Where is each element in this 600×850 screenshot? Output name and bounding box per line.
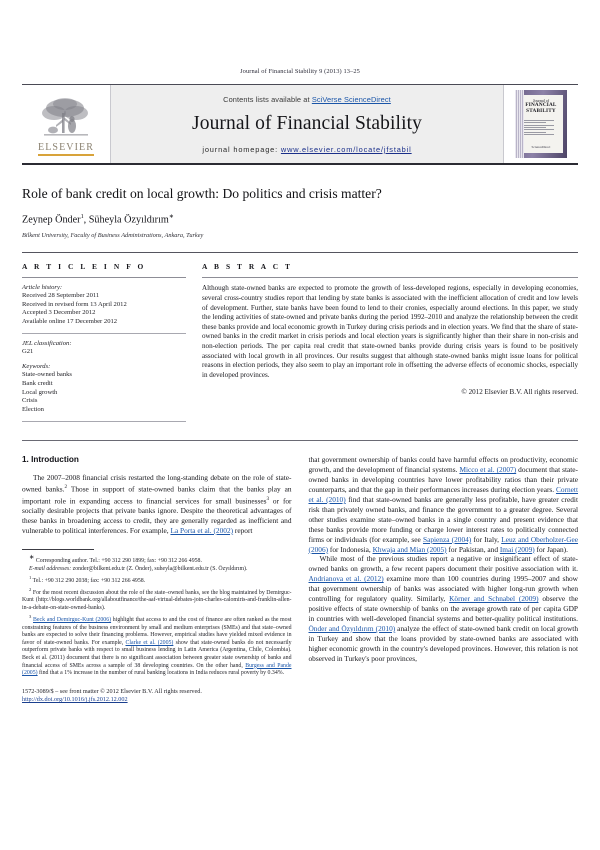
elsevier-tree-icon bbox=[38, 95, 94, 141]
abstract-copyright: © 2012 Elsevier B.V. All rights reserved. bbox=[461, 388, 578, 397]
intro-p1r-part-e: for Indonesia, bbox=[328, 544, 373, 554]
journal-cover-thumbnail bbox=[503, 85, 578, 163]
citation-onder-ozyildirim-2010[interactable]: Önder and Özyıldırım (2010) bbox=[308, 623, 396, 633]
footnote-3-part-c: show that state-owned banks do not necessarily outperform private banks with respect to small business lending in Latin America (Argentina, Chile, Colombia). Beck et al. (2011) document that there is no significant association between greater state ownership of banks and financial access of SMEs across a sample of 38 developing countries. On the other hand, bbox=[22, 639, 292, 669]
abstract-heading: A B S T R A C T bbox=[202, 262, 293, 272]
jel-group bbox=[22, 340, 186, 356]
cover-title-line3: STABILITY bbox=[526, 107, 556, 114]
citation-imai-2009[interactable]: Imai (2009) bbox=[499, 544, 535, 554]
running-head: Journal of Financial Stability 9 (2013) 13–25 bbox=[240, 68, 360, 75]
elsevier-wordmark: ELSEVIER bbox=[38, 142, 94, 156]
elsevier-logo bbox=[22, 85, 111, 163]
footnote-3-part-d: find that a 1% increase in the number of rural banking locations in India reduces rural poverty by 0.34%. bbox=[37, 670, 285, 677]
footnote-2-mark: 2 bbox=[29, 586, 32, 592]
doi-link[interactable]: http://dx.doi.org/10.1016/j.jfs.2012.12.002 bbox=[22, 696, 128, 704]
cover-spine bbox=[515, 90, 524, 158]
article-info-column bbox=[22, 262, 200, 428]
keyword-item: State-owned banks bbox=[22, 371, 72, 379]
footnote-3 bbox=[22, 613, 292, 678]
intro-p1-part-c: or for socially desirable projects that private banks ignore. Despite the theoretical advantages of these banks in broadening access to credit, they are generally regarded as inefficient and vulnerable to political interferences. For example, bbox=[22, 496, 292, 535]
keyword-item: Bank credit bbox=[22, 380, 53, 388]
keywords-group bbox=[22, 363, 186, 414]
footnote-corresponding-author bbox=[22, 554, 292, 566]
cover-footer-text: ScienceDirect bbox=[531, 145, 551, 149]
abstract-column bbox=[200, 262, 578, 428]
footnote-corresponding-text: Corresponding author. Tel.: +90 312 290 1899; fax: +90 312 266 4958. bbox=[34, 557, 202, 564]
divider-jel bbox=[22, 333, 186, 334]
intro-p1r-part-d: for Italy, bbox=[471, 534, 502, 544]
page-title: Role of bank credit on local growth: Do politics and crisis matter? bbox=[22, 186, 382, 201]
article-history-group bbox=[22, 284, 186, 326]
body-column-right bbox=[309, 455, 579, 704]
info-abstract-region bbox=[22, 252, 578, 428]
footnote-2 bbox=[22, 586, 292, 613]
article-history-label: Article history: bbox=[22, 284, 63, 292]
keyword-item: Election bbox=[22, 405, 44, 413]
intro-p1-part-d: report bbox=[233, 525, 253, 535]
history-received: Received 28 September 2011 bbox=[22, 292, 100, 300]
journal-homepage-line bbox=[202, 145, 411, 154]
journal-title: Journal of Financial Stability bbox=[192, 113, 422, 134]
footnote-1 bbox=[22, 574, 292, 586]
citation-khwaja-mian-2005[interactable]: Khwaja and Mian (2005) bbox=[372, 544, 447, 554]
intro-p1r-part-a: that government ownership of banks could have harmful effects on productivity, economic growth, and the development of financial systems. bbox=[308, 455, 578, 475]
divider-abstract-top bbox=[202, 277, 578, 278]
footnotes-region bbox=[22, 549, 292, 678]
contents-prefix: Contents lists available at bbox=[223, 95, 312, 104]
email-addresses-label: E-mail addresses: bbox=[29, 565, 72, 572]
intro-p1r-part-c: find that state-owned banks are generally less profitable, have greater credit risk than privately owned banks, and finance the government to a greater degree. Several other studies examine state–owned banks in a single country and present evidence that these banks provide more funding or charge lower interest rates to politically connected firms or individuals (for example, see bbox=[308, 495, 579, 544]
jel-codes: G21 bbox=[22, 348, 34, 356]
citation-clarke-2005[interactable]: Clarke et al. (2005) bbox=[125, 639, 174, 646]
citation-beck-demirguc-kunt-2006[interactable]: Beck and Demirguc-Kunt (2006) bbox=[33, 617, 112, 624]
citation-la-porta-2002[interactable]: La Porta et al. (2002) bbox=[170, 525, 234, 535]
homepage-prefix: journal homepage: bbox=[202, 145, 281, 154]
footnote-2-text[interactable]: For the most recent discussion about the role of the state–owned banks, see the blog maintained by Demirguc-Kunt (http://blogs.worldbank.org/allaboutfinance/the-aaf-virtual-debates-join-charles-calomiris-and-franklin-allen-in-a-debate-on-state-owned-banks). bbox=[22, 589, 292, 611]
author-separator: , bbox=[83, 214, 89, 226]
footnote-emails bbox=[22, 566, 292, 574]
author-name-1: Zeynep Önder bbox=[22, 214, 81, 226]
title-block bbox=[22, 165, 578, 239]
footnote-star-mark: ∗ bbox=[29, 553, 35, 561]
cover-decorative-lines bbox=[522, 118, 560, 136]
front-matter-block bbox=[22, 688, 292, 705]
footnote-1-text: Tel.: +90 312 290 2038; fax: +90 312 266 4958. bbox=[31, 577, 146, 584]
body-column-left bbox=[22, 455, 292, 704]
cover-title-line1: Journal of bbox=[532, 98, 550, 103]
journal-homepage-link[interactable]: www.elsevier.com/locate/jfstabil bbox=[280, 145, 412, 154]
intro-p1-part-a: The 2007–2008 financial crisis restarted the long-standing debate on the role of state-owned banks. bbox=[22, 473, 292, 494]
footnote-3-part-b: highlight that access to and the cost of finance are often ranked as the most constraining features of the business environment by small and medium enterprises (SMEs) and that state–owned banks are expected to solve their financing problems. However, empirical studies have yielded mixed evidence in favor of state-owned banks. For example, bbox=[22, 617, 292, 646]
citation-sapienza-2004[interactable]: Sapienza (2004) bbox=[422, 534, 472, 544]
footnote-ref-2[interactable]: 2 bbox=[64, 484, 68, 491]
citation-andrianova-2012[interactable]: Andrianova et al. (2012) bbox=[308, 574, 384, 584]
author-name-2: Süheyla Özyıldırım bbox=[88, 214, 169, 226]
sciencedirect-link[interactable]: SciVerse ScienceDirect bbox=[311, 95, 391, 104]
footnote-3-mark: 3 bbox=[29, 614, 32, 620]
abstract-text: Although state-owned banks are expected to promote the growth of less-developed regions, especially in developing economies, several cross-country studies report that lending by state banks is associated with the inefficient allocation of credit and low levels of development. Further, state banks have been found to lend to their cronies, especially around elections. In this paper, we study the lending activities of state-owned and private banks during the period 1992–2010 and analyze the relationship between the credit these banks provide and local economic growth in Turkey during crisis periods and in election years. We find that the share of state-owned banks in the credit market in crisis periods and local election years is significantly higher than their share in non-crisis and non-election periods. The per capita real credit that state-owned banks provide during crisis years is found to be positively associated with local growth in all provinces. Our results suggest that although state-owned banks might issue loans for political reasons in election periods, they also seem to play an important role in offsetting the adverse effects of economic shocks, especially in developed provinces. bbox=[202, 284, 578, 379]
citation-korner-schnabel-2009[interactable]: Körner and Schnabel (2009) bbox=[449, 594, 539, 604]
citation-micco-2007[interactable]: Micco et al. (2007) bbox=[459, 465, 517, 475]
cover-title-line2: FINANCIAL bbox=[525, 102, 557, 109]
history-online: Available online 17 December 2012 bbox=[22, 317, 118, 325]
intro-p1r-part-f: for Pakistan, and bbox=[446, 544, 500, 554]
intro-paragraph-1 bbox=[22, 473, 292, 535]
intro-p2-part-d: analyze the effect of state-owned bank credit on local growth in Turkey and show that the loans provided by state-owned banks are associated with higher economic growth in the country's developed provinces. However, this relation is not observed in Turkey's poor provinces, bbox=[308, 623, 578, 663]
footnote-1-mark: 1 bbox=[29, 574, 32, 580]
citation-cornett-2010[interactable]: Cornett et al. (2010) bbox=[308, 485, 578, 505]
email-addresses-text[interactable]: zonder@bilkent.edu.tr (Z. Önder), suheyla@bilkent.edu.tr (S. Özyıldırım). bbox=[71, 565, 248, 572]
citation-leuz-oberholzer-gee-2006[interactable]: Leuz and Oberholzer-Gee (2006) bbox=[308, 534, 579, 554]
divider-article-info-top bbox=[22, 277, 186, 278]
body-two-column-region bbox=[22, 455, 578, 704]
keywords-list bbox=[22, 371, 186, 414]
keyword-item: Crisis bbox=[22, 397, 38, 405]
intro-p2-part-c: observe the positive effects of state ownership of banks on the average growth rate of per capita GDP in countries with well-developed financial systems and better-quality political institutions. bbox=[308, 594, 578, 623]
author-list bbox=[22, 213, 578, 225]
intro-paragraph-2 bbox=[309, 554, 579, 663]
history-accepted: Accepted 3 December 2012 bbox=[22, 309, 96, 317]
footnote-ref-3[interactable]: 3 bbox=[266, 495, 270, 502]
author-1-footnote-mark[interactable]: 1 bbox=[80, 213, 84, 220]
journal-masthead bbox=[22, 84, 578, 165]
intro-paragraph-1-continued bbox=[309, 455, 579, 554]
issn-copyright-line: 1572-3089/$ – see front matter © 2012 Elsevier B.V. All rights reserved. bbox=[22, 687, 202, 695]
divider-below-abstract bbox=[22, 440, 578, 441]
history-revised: Received in revised form 13 April 2012 bbox=[22, 300, 127, 308]
keyword-item: Local growth bbox=[22, 388, 58, 396]
article-info-heading: A R T I C L E I N F O bbox=[22, 262, 146, 272]
masthead-center bbox=[111, 85, 503, 163]
section-heading-introduction: 1. Introduction bbox=[22, 455, 79, 465]
intro-p2-part-a: While most of the previous studies report a negative or insignificant effect of state-owned banks on growth, a few recent papers document their positive association with it. bbox=[308, 554, 578, 574]
divider-article-info-bottom bbox=[22, 421, 186, 422]
intro-p1r-part-b: document that state-owned banks in developing countries have lower profitability ratios than their private counterparts, and that the gap in their performances increases during election years. bbox=[308, 465, 578, 495]
citation-burgess-pande-2005[interactable]: Burgess and Pande (2005) bbox=[22, 662, 292, 677]
cover-inner bbox=[519, 95, 563, 153]
cover-image bbox=[515, 90, 567, 158]
keywords-label: Keywords: bbox=[22, 363, 51, 371]
author-affiliation: Bilkent University, Faculty of Business Administrations, Ankara, Turkey bbox=[22, 232, 204, 240]
intro-p1-part-b: Those in support of state-owned banks claim that the banks play an important role in expanding access to financial services for small businesses bbox=[22, 484, 292, 506]
author-2-footnote-mark[interactable]: ∗ bbox=[168, 213, 175, 220]
intro-p2-part-b: examine more than 100 countries during 1995–2007 and show that government ownership of banks was associated with higher long-run growth when controlling for regulatory quality. Similarly, bbox=[308, 574, 578, 604]
intro-p1r-part-g: for Japan). bbox=[534, 544, 568, 554]
jel-label: JEL classification: bbox=[22, 340, 72, 348]
contents-available-line bbox=[223, 95, 391, 104]
